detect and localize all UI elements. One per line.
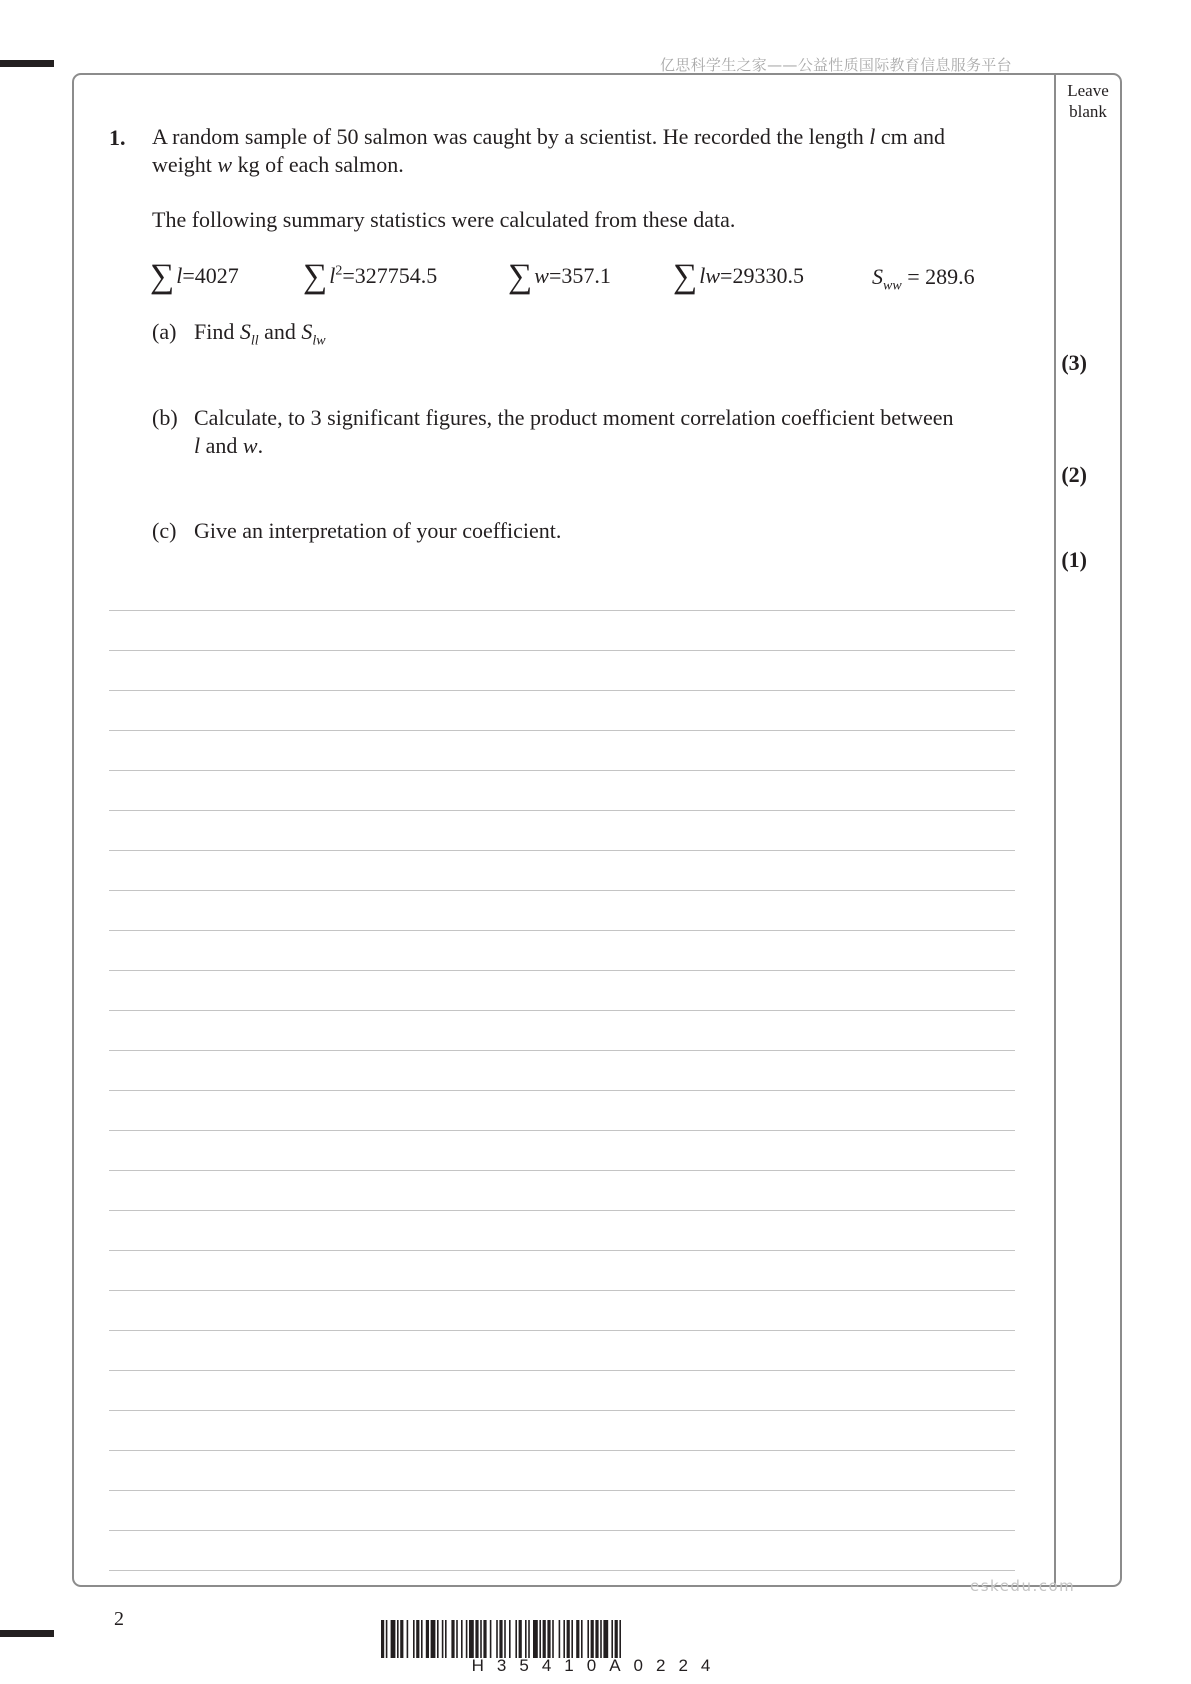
barcode-bar — [483, 1620, 486, 1658]
stat-sum-l2: $\sum l^2=327754.5$ — [303, 258, 438, 295]
margin-divider — [1054, 73, 1056, 1587]
barcode-bar — [407, 1620, 409, 1658]
barcode-bar — [559, 1620, 561, 1658]
barcode-bar — [611, 1620, 613, 1658]
barcode-bar — [603, 1620, 608, 1658]
answer-line[interactable] — [109, 770, 1015, 771]
answer-line[interactable] — [109, 690, 1015, 691]
barcode-bar — [391, 1620, 396, 1658]
blank-word: blank — [1069, 102, 1107, 121]
barcode-bar — [591, 1620, 594, 1658]
header-banner: 亿思科学生之家——公益性质国际教育信息服务平台 — [660, 56, 1012, 74]
answer-line[interactable] — [109, 1250, 1015, 1251]
answer-line[interactable] — [109, 1570, 1015, 1571]
answer-line[interactable] — [109, 1290, 1015, 1291]
answer-line[interactable] — [109, 1490, 1015, 1491]
registration-mark-bottom — [0, 1630, 54, 1637]
stat-sum-l: ∑l=4027 — [150, 258, 239, 295]
barcode-bar — [576, 1620, 579, 1658]
barcode-bar — [528, 1620, 530, 1658]
barcode-bar — [571, 1620, 573, 1658]
barcode-bar — [480, 1620, 482, 1658]
barcode-bar — [519, 1620, 522, 1658]
answer-line[interactable] — [109, 1450, 1015, 1451]
watermark: eskedu.com — [970, 1577, 1076, 1595]
part-a-text: Find $S_{ll}$ and $S_{lw}$ — [194, 319, 326, 349]
barcode-bar — [466, 1620, 468, 1658]
barcode-bar — [509, 1620, 511, 1658]
answer-line[interactable] — [109, 1050, 1015, 1051]
part-a — [152, 318, 1022, 355]
answer-line[interactable] — [109, 1170, 1015, 1171]
part-b-label: (b) — [152, 405, 178, 430]
answer-line[interactable] — [109, 850, 1015, 851]
page-number: 2 — [114, 1608, 124, 1630]
question-line-2: weight w kg of each salmon. — [152, 152, 404, 177]
answer-line[interactable] — [109, 610, 1015, 611]
leave-blank-label — [1056, 80, 1120, 122]
barcode-bar — [475, 1620, 478, 1658]
barcode-bar — [563, 1620, 565, 1658]
barcode-bar — [547, 1620, 550, 1658]
barcode-bar — [552, 1620, 554, 1658]
sigma-icon: ∑ — [303, 258, 328, 295]
barcode-bar — [504, 1620, 506, 1658]
part-c-label: (c) — [152, 518, 177, 543]
part-a-label: (a) — [152, 319, 177, 344]
stat-sum-lw: ∑lw=29330.5 — [673, 258, 804, 295]
barcode-bar — [445, 1620, 447, 1658]
barcode-bar — [381, 1620, 384, 1658]
barcode-bar — [469, 1620, 474, 1658]
part-b-marks: (2) — [1061, 462, 1087, 487]
barcode-bar — [437, 1620, 439, 1658]
barcode-bar — [600, 1620, 602, 1658]
answer-line[interactable] — [109, 1010, 1015, 1011]
barcode-text: H35410A0224 — [471, 1656, 724, 1675]
answer-line[interactable] — [109, 730, 1015, 731]
barcode-bar — [567, 1620, 570, 1658]
part-c — [152, 517, 1022, 545]
barcode-bar — [539, 1620, 541, 1658]
answer-line[interactable] — [109, 650, 1015, 651]
barcode-bar — [397, 1620, 399, 1658]
answer-line[interactable] — [109, 1530, 1015, 1531]
barcode-bar — [442, 1620, 444, 1658]
stat-sum-w: ∑w=357.1 — [508, 258, 611, 295]
barcode-bar — [515, 1620, 517, 1658]
answer-line[interactable] — [109, 1210, 1015, 1211]
barcode-bar — [413, 1620, 415, 1658]
barcode-bar — [416, 1620, 419, 1658]
answer-line[interactable] — [109, 810, 1015, 811]
barcode-bar — [426, 1620, 429, 1658]
question-stem — [152, 123, 1022, 179]
part-b — [152, 404, 1022, 460]
barcode-bar — [595, 1620, 598, 1658]
question-line-1: A random sample of 50 salmon was caught by a scientist. He recorded the length l cm and — [152, 124, 946, 149]
sigma-icon: ∑ — [508, 258, 533, 295]
barcode-bar — [400, 1620, 403, 1658]
barcode — [381, 1620, 814, 1658]
barcode-bar — [615, 1620, 618, 1658]
stat-sww: $S_{ww} = 289.6$ — [872, 264, 975, 294]
answer-line[interactable] — [109, 1370, 1015, 1371]
answer-line[interactable] — [109, 1410, 1015, 1411]
answer-line[interactable] — [109, 1130, 1015, 1131]
answer-line[interactable] — [109, 890, 1015, 891]
sigma-icon: ∑ — [150, 258, 175, 295]
part-c-text: Give an interpretation of your coefficient. — [194, 518, 562, 543]
barcode-bar — [587, 1620, 589, 1658]
barcode-bar — [525, 1620, 527, 1658]
barcode-bar — [461, 1620, 463, 1658]
barcode-bar — [533, 1620, 538, 1658]
page-frame — [72, 73, 1122, 1587]
barcode-bar — [490, 1620, 492, 1658]
barcode-bar — [499, 1620, 502, 1658]
barcode-bar — [431, 1620, 436, 1658]
answer-line[interactable] — [109, 970, 1015, 971]
barcode-bar — [619, 1620, 621, 1658]
barcode-bar — [543, 1620, 546, 1658]
part-c-marks: (1) — [1061, 547, 1087, 572]
part-b-text: Calculate, to 3 significant figures, the product moment correlation coefficient between l and w. — [194, 405, 954, 458]
barcode-bar — [386, 1620, 388, 1658]
sigma-icon: ∑ — [673, 258, 698, 295]
answer-line[interactable] — [109, 1090, 1015, 1091]
answer-line[interactable] — [109, 930, 1015, 931]
barcode-bar — [456, 1620, 458, 1658]
registration-mark-top — [0, 60, 54, 67]
part-a-marks: (3) — [1061, 350, 1087, 375]
barcode-bar — [451, 1620, 454, 1658]
answer-line[interactable] — [109, 1330, 1015, 1331]
barcode-bar — [581, 1620, 583, 1658]
question-number: 1. — [109, 125, 126, 150]
barcode-bar — [496, 1620, 498, 1658]
leave-word: Leave — [1067, 81, 1109, 100]
summary-intro: The following summary statistics were calculated from these data. — [152, 207, 736, 232]
barcode-bar — [421, 1620, 423, 1658]
